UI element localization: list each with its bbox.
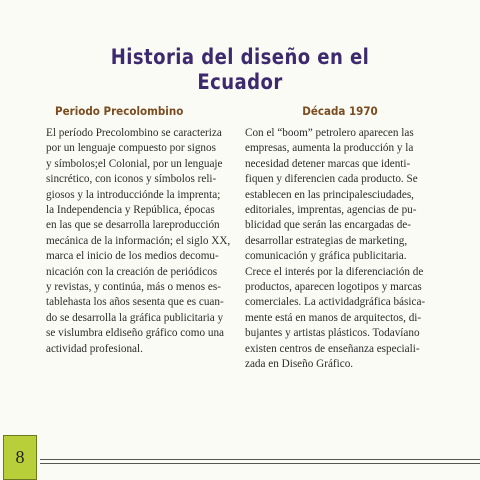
right-column-body (245, 126, 435, 373)
right-body-line: editoriales, imprentas, agencias de pu- (245, 204, 417, 217)
right-body-line: blicidad que serán las encargadas de- (245, 219, 411, 232)
left-body-line: la Independencia y República, épocas (46, 204, 215, 217)
left-body-line: y símbolos;el Colonial, por un lenguaje (46, 157, 223, 170)
page-number: 8 (15, 447, 25, 467)
left-body-line: se vislumbra eldiseño gráfico como una (46, 327, 225, 340)
footer-rule-top (40, 459, 480, 460)
left-body-line: marca el inicio de los medios decomu- (46, 250, 219, 263)
left-column (46, 104, 236, 357)
right-body-line: empresas, aumenta la producción y la (245, 142, 414, 155)
left-body-line: mecánica de la información; el siglo XX, (46, 234, 231, 247)
left-body-line: nicación con la creación de periódicos (46, 265, 218, 278)
left-body-line: giosos y la introducciónde la imprenta; (46, 188, 221, 201)
left-body-line: en las que se desarrolla lareproducción (46, 219, 220, 232)
right-body-line: fiquen y diferencien cada producto. Se (245, 173, 418, 186)
left-body-line: por un lenguaje compuesto por signos (46, 142, 216, 155)
left-body-line: sincrético, con iconos y símbolos reli- (46, 173, 217, 186)
right-body-line: desarrollar estrategias de marketing, (245, 234, 408, 247)
page-title-line-1: Historia del diseño en el (110, 45, 370, 69)
right-body-line: comunicación y gráfica publicitaria. (245, 250, 407, 263)
right-body-line: establecen en las principalesciudades, (245, 188, 414, 201)
right-column (245, 104, 435, 373)
page-title-line-2: Ecuador (197, 70, 283, 94)
right-column-heading: Década 1970 (302, 104, 378, 118)
left-body-line: y revistas, y continúa, más o menos es- (46, 281, 221, 294)
page-title (34, 45, 447, 95)
footer-rule-bottom (40, 463, 480, 464)
left-body-line: tablehasta los años sesenta que es cuan- (46, 296, 224, 309)
right-body-line: Con el “boom” petrolero aparecen las (245, 127, 414, 139)
right-body-line: existen centros de enseñanza especiali- (245, 342, 420, 355)
left-body-line: El período Precolombino se caracteriza (46, 127, 222, 139)
left-column-body (46, 126, 236, 357)
right-body-line: zada en Diseño Gráfico. (245, 358, 354, 371)
left-body-line: actividad profesional. (46, 342, 143, 355)
right-body-line: mente está en manos de arquitectos, di- (245, 311, 422, 324)
right-body-line: comerciales. La actividadgráfica básica- (245, 296, 426, 309)
right-body-line: productos, aparecen logotipos y marcas (245, 281, 422, 294)
page-number-box (3, 435, 37, 480)
left-column-heading: Periodo Precolombino (55, 104, 184, 118)
right-body-line: bujantes y artistas plásticos. Todavíano (245, 327, 420, 340)
right-body-line: Crece el interés por la diferenciación de (245, 265, 424, 278)
right-body-line: necesidad detener marcas que identi- (245, 157, 411, 170)
left-body-line: do se desarrolla la gráfica publicitaria y (46, 311, 224, 324)
